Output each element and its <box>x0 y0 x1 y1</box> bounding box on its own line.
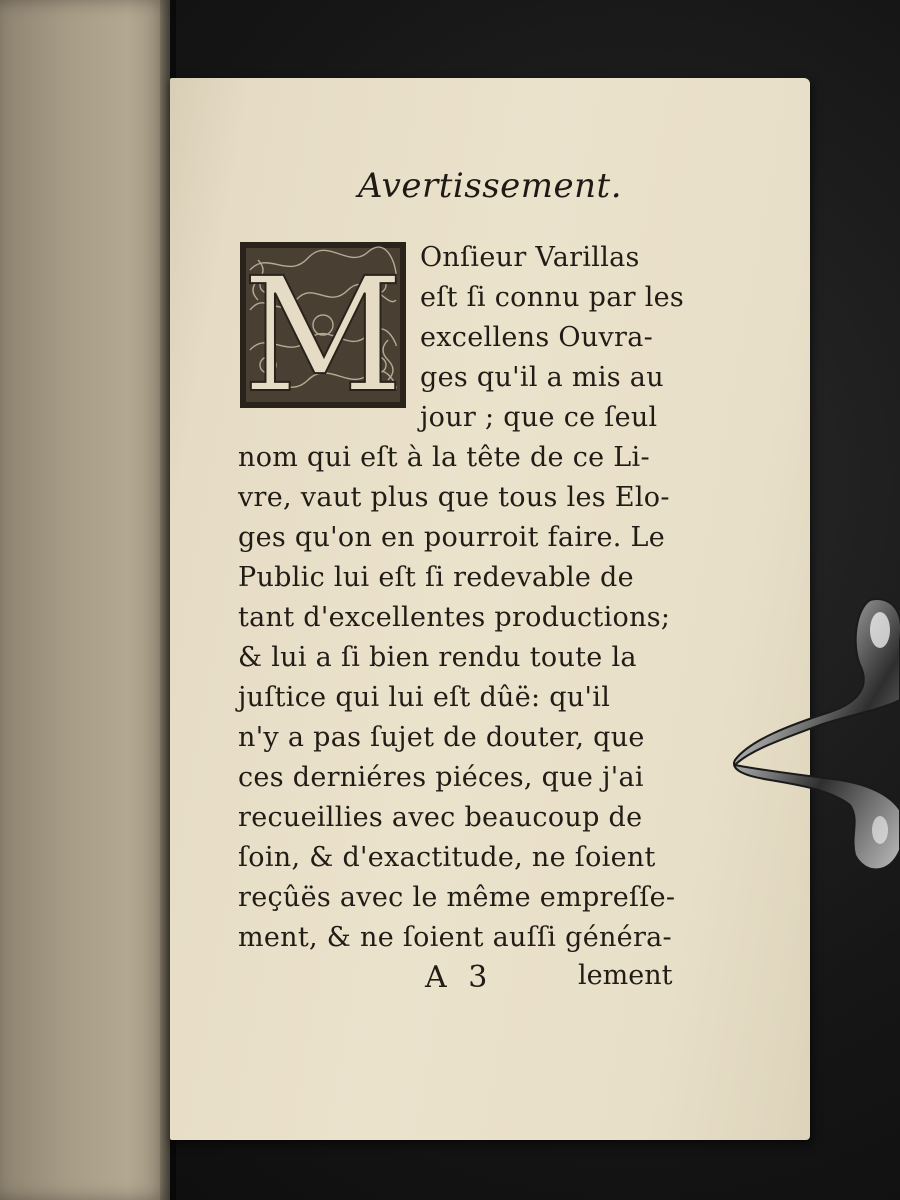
decorated-initial-m <box>238 240 408 410</box>
text-line-3: excellens Ouvra- <box>420 322 654 353</box>
left-page <box>0 0 170 1200</box>
text-line-7: vre, vaut plus que tous les Elo- <box>238 482 670 513</box>
text-line-9: Public lui eſt ſi redevable de <box>238 562 634 593</box>
signature-mark: A 3 <box>425 960 494 995</box>
catchword: lement <box>578 960 673 991</box>
text-line-15: recueillies avec beaucoup de <box>238 802 643 833</box>
text-line-4: ges qu'il a mis au <box>420 362 664 393</box>
text-line-10: tant d'excellentes productions; <box>238 602 671 633</box>
text-line-17: reçûës avec le même empreſſe- <box>238 882 676 913</box>
text-line-6: nom qui eſt à la tête de ce Li- <box>238 442 650 473</box>
drop-cap-letter: M <box>242 244 404 410</box>
book-page <box>170 78 810 1140</box>
running-head: Avertissement. <box>357 166 623 206</box>
text-line-14: ces derniéres piéces, que j'ai <box>238 762 644 793</box>
text-line-12: juſtice qui lui eſt dûë: qu'il <box>238 682 611 713</box>
text-line-11: & lui a ſi bien rendu toute la <box>238 642 637 673</box>
page-clip-icon <box>730 590 900 880</box>
text-line-18: ment, & ne ſoient auſſi généra- <box>238 922 672 953</box>
text-line-5: jour ; que ce ſeul <box>420 402 658 433</box>
text-line-13: n'y a pas ſujet de douter, que <box>238 722 645 753</box>
text-line-16: ſoin, & d'exactitude, ne ſoient <box>238 842 656 873</box>
text-line-1: Onſieur Varillas <box>420 242 640 273</box>
text-line-8: ges qu'on en pourroit faire. Le <box>238 522 666 553</box>
text-line-2: eſt ſi connu par les <box>420 282 685 313</box>
